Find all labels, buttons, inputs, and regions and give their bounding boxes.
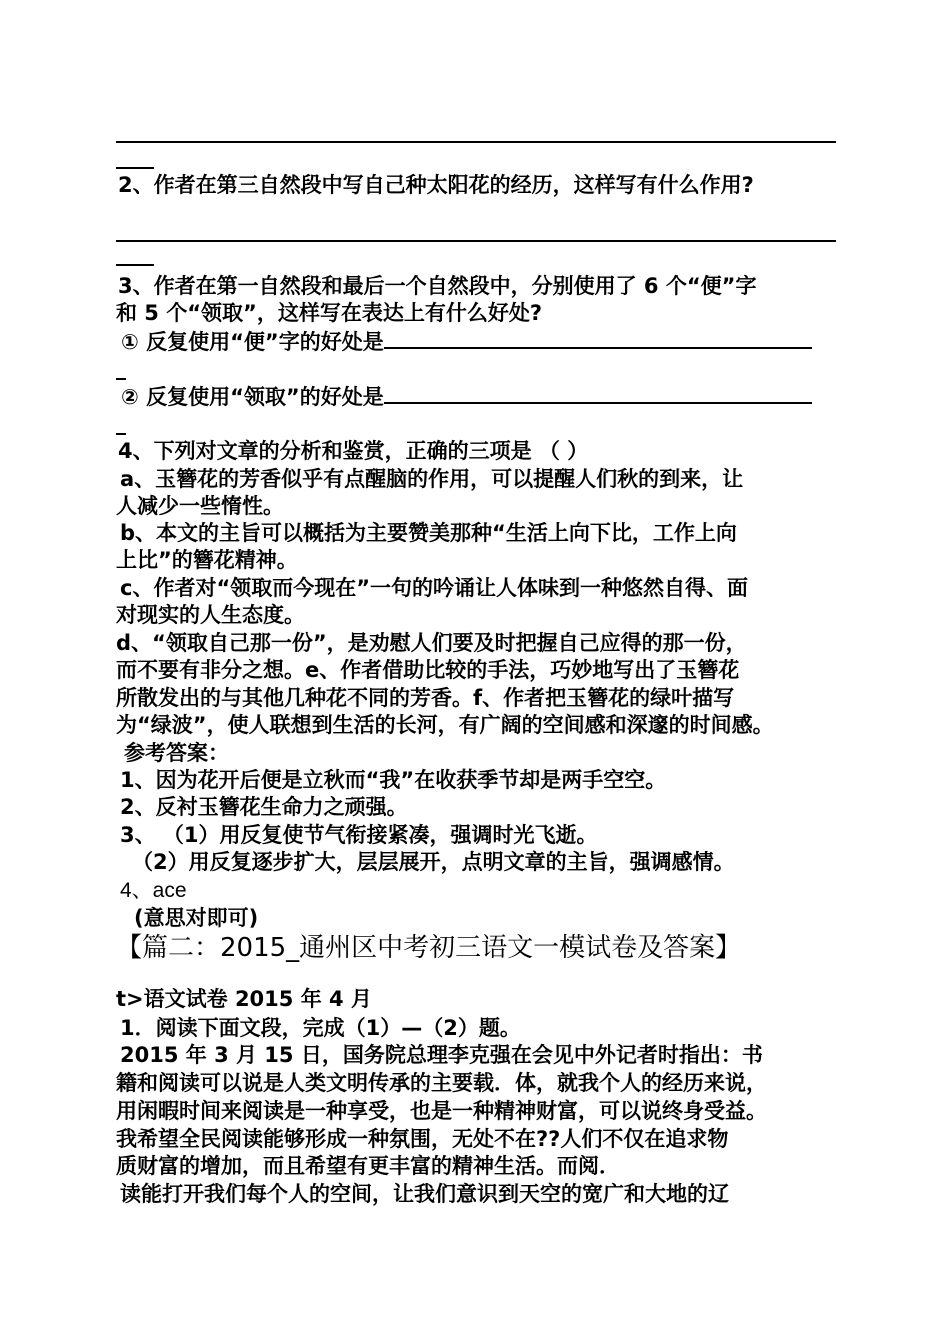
answer-rule: [116, 240, 836, 242]
option-b-line-2: 上比”的簪花精神。: [116, 548, 298, 572]
sub-1-label: ① 反复使用“便”字的好处是: [121, 330, 384, 354]
blank-line: [384, 329, 812, 349]
option-d-line-4: 为“绿波”，使人联想到生活的长河，有广阔的空间感和深邃的时间感。: [116, 713, 774, 737]
passage-line-6: 读能打开我们每个人的空间，让我们意识到天空的宽广和大地的辽: [120, 1182, 729, 1206]
section-title: 【篇二：2015_通州区中考初三语文一模试卷及答案】: [116, 933, 742, 963]
question-2: 2、作者在第三自然段中写自己种太阳花的经历，这样写有什么作用?: [118, 173, 754, 197]
answer-2: 2、反衬玉簪花生命力之顽强。: [120, 795, 408, 819]
answer-rule-stub: [116, 264, 154, 266]
passage-line-3: 用闲暇时间来阅读是一种享受，也是一种精神财富，可以说终身受益。: [116, 1099, 767, 1123]
option-d-line-3: 所散发出的与其他几种花不同的芳香。f、作者把玉簪花的绿叶描写: [116, 686, 735, 710]
option-d-line-2: 而不要有非分之想。e、作者借助比较的手法，巧妙地写出了玉簪花: [116, 658, 740, 682]
answer-1: 1、因为花开后便是立秋而“我”在收获季节却是两手空空。: [120, 768, 667, 792]
exam-line: t>语文试卷 2015 年 4 月: [116, 987, 372, 1011]
item-1: 1．阅读下面文段，完成（1）—（2）题。: [120, 1016, 521, 1040]
answer-3a: 3、 （1）用反复使节气衔接紧凑，强调时光飞逝。: [120, 823, 598, 847]
question-3-line-1: 3、作者在第一自然段和最后一个自然段中，分别使用了 6 个“便”字: [118, 274, 757, 298]
question-3-line-2: 和 5 个“领取”，这样写在表达上有什么好处?: [116, 301, 543, 325]
option-b-line-1: b、本文的主旨可以概括为主要赞美那种“生活上向下比，工作上向: [120, 521, 737, 545]
question-3-sub-1: [121, 329, 950, 354]
question-4: 4、下列对文章的分析和鉴赏，正确的三项是 （ ）: [118, 439, 589, 463]
option-c-line-1: c、作者对“领取而今现在”一句的吟诵让人体味到一种悠然自得、面: [120, 576, 749, 600]
passage-line-4: 我希望全民阅读能够形成一种氛围，无处不在??人们不仅在追求物: [116, 1127, 729, 1151]
answer-note: (意思对即可): [134, 906, 259, 930]
passage-line-1: 2015 年 3 月 15 日，国务院总理李克强在会见中外记者时指出：书: [120, 1043, 763, 1067]
answer-rule-dot: [116, 378, 126, 380]
passage-line-5: 质财富的增加，而且希望有更丰富的精神生活。而阅．: [116, 1154, 620, 1178]
option-a-line-2: 人减少一些惰性。: [116, 494, 284, 518]
option-d-line-1: d、“领取自己那一份”，是劝慰人们要及时把握自己应得的那一份，: [116, 631, 747, 655]
passage-line-2: 籍和阅读可以说是人类文明传承的主要载．体，就我个人的经历来说，: [116, 1071, 767, 1095]
option-c-line-2: 对现实的人生态度。: [116, 603, 305, 627]
answer-rule-dot: [116, 433, 126, 435]
sub-2-label: ② 反复使用“领取”的好处是: [121, 385, 384, 409]
blank-line: [384, 384, 812, 404]
answers-title: 参考答案：: [124, 741, 229, 765]
answer-rule-stub: [116, 167, 154, 169]
question-3-sub-2: [121, 384, 950, 409]
answer-4: 4、ace: [120, 879, 187, 902]
option-a-line-1: a、玉簪花的芳香似乎有点醒脑的作用，可以提醒人们秋的到来，让: [120, 467, 744, 491]
answer-3b: （2）用反复逐步扩大，层层展开，点明文章的主旨，强调感情。: [132, 850, 735, 874]
answer-rule: [116, 141, 836, 143]
